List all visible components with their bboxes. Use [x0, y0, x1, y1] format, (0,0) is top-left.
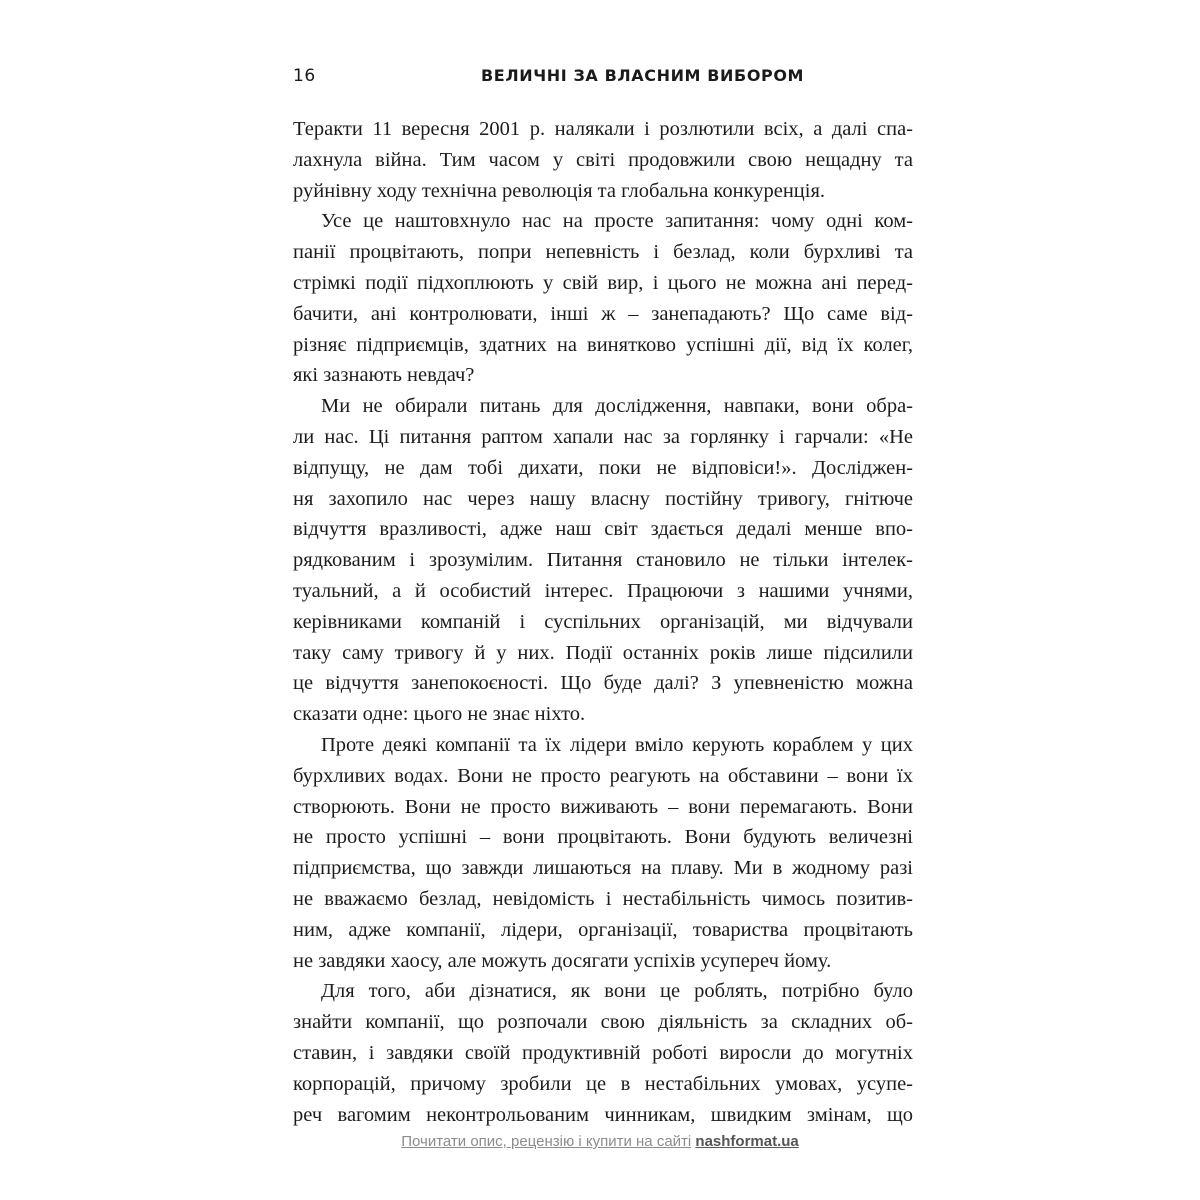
- text-line: корпорацій, причому зробили це в нестабільних умовах, усупе-: [293, 1072, 913, 1095]
- text-line: не завдяки хаосу, але можуть досягати успіхів усупереч йому.: [293, 949, 832, 972]
- text-line: не вважаємо безлад, невідомість і нестабільність чимось позитив-: [293, 887, 913, 910]
- text-line: ним, адже компанії, лідери, організації, товариства процвітають: [293, 918, 913, 941]
- text-line: підприємства, що завжди лишаються на плаву. Ми в жодному разі: [293, 857, 913, 880]
- text-line: різняє підприємців, здатних на винятково успішні дії, від їх колег,: [293, 333, 913, 356]
- text-line: руйнівну ходу технічна революція та глобальна конкуренція.: [293, 179, 826, 202]
- text-line: створюють. Вони не просто виживають – вони перемагають. Вони: [293, 795, 913, 818]
- text-line: керівниками компаній і суспільних організацій, ми відчували: [293, 610, 913, 633]
- text-line: відчуття вразливості, адже наш світ здається дедалі менше впо-: [293, 518, 913, 541]
- text-line: не просто успішні – вони процвітають. Вони будують величезні: [293, 826, 913, 849]
- text-line: туальний, а й особистий інтерес. Працюючи з нашими учнями,: [293, 579, 913, 602]
- text-line: ня захопило нас через нашу власну постійну тривогу, гнітюче: [293, 487, 913, 510]
- text-line: це відчуття занепокоєності. Що буде далі? З упевненістю можна: [293, 672, 913, 695]
- text-line: реч вагомим неконтрольованим чинникам, швидким змінам, що: [293, 1103, 913, 1126]
- promo-site-link[interactable]: nashformat.ua: [695, 1133, 799, 1150]
- text-line: відпущу, не дам тобі дихати, поки не відповіси!». Досліджен-: [293, 456, 913, 479]
- text-line: Ми не обирали питань для дослідження, навпаки, вони обра-: [321, 395, 913, 418]
- running-title: ВЕЛИЧНІ ЗА ВЛАСНИМ ВИБОРОМ: [481, 66, 805, 85]
- text-line: бурхливих водах. Вони не просто реагують на обставини – вони їх: [293, 764, 913, 787]
- text-line: сказати одне: цього не знає ніхто.: [293, 703, 586, 726]
- text-line: рядкованим і зрозумілим. Питання становило не тільки інтелек-: [293, 549, 913, 572]
- text-line: Проте деякі компанії та їх лідери вміло керують кораблем у цих: [321, 733, 913, 756]
- text-line: бачити, ані контролювати, інші ж – занепадають? Що саме від-: [293, 302, 913, 325]
- text-line: ли нас. Ці питання раптом хапали нас за горлянку і гарчали: «Не: [293, 425, 913, 448]
- text-line: які зазнають невдач?: [293, 364, 475, 387]
- text-line: Теракти 11 вересня 2001 р. налякали і розлютили всіх, а далі спа-: [293, 118, 913, 140]
- text-line: стрімкі події підхоплюють у свій вир, і цього не можна ані перед-: [293, 271, 913, 294]
- text-line: Усе це наштовхнуло нас на просте запитання: чому одні ком-: [321, 210, 913, 233]
- body-text: [293, 114, 913, 1130]
- text-line: ставин, і завдяки своїй продуктивній роботі виросли до могутніх: [293, 1041, 913, 1064]
- text-line: панії процвітають, попри непевність і безлад, коли бурхливі та: [293, 241, 913, 264]
- running-head: [293, 66, 913, 92]
- text-line: Для того, аби дізнатися, як вони це роблять, потрібно було: [321, 980, 913, 1003]
- page-number: 16: [293, 66, 316, 86]
- text-line: таку саму тривогу й у них. Події останніх років лише підсилили: [293, 641, 913, 664]
- promo-footer[interactable]: [0, 1133, 1200, 1150]
- promo-text[interactable]: Почитати опис, рецензію і купити на сайті: [401, 1133, 692, 1150]
- text-line: знайти компанії, що розпочали свою діяльність за складних об-: [293, 1011, 913, 1034]
- text-line: лахнула війна. Тим часом у світі продовжили свою нещадну та: [293, 148, 913, 171]
